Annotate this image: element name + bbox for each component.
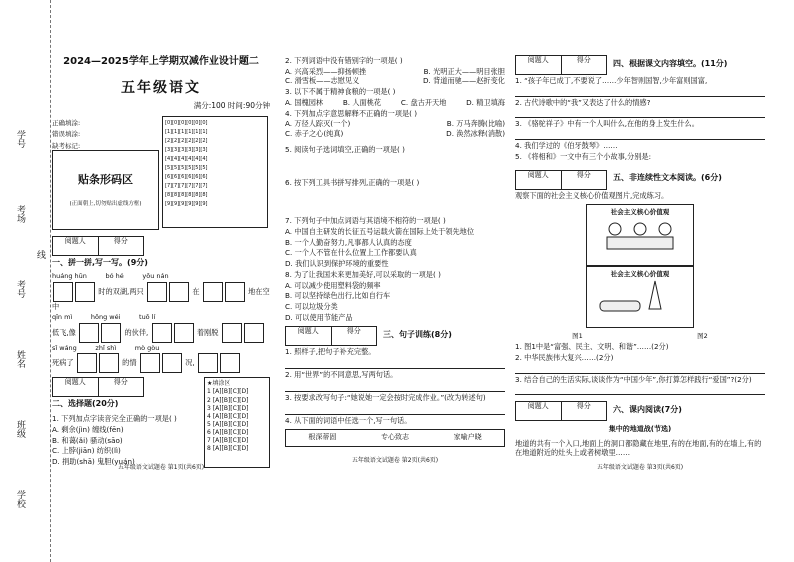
pinyin-item: sǐ wáng xyxy=(52,343,77,352)
character-box[interactable] xyxy=(99,353,119,373)
q8-option-c[interactable]: C. 可以垃圾分类 xyxy=(285,301,338,311)
exam-title: 2024—2025学年上学期双减作业设计题二 xyxy=(63,56,259,67)
figure-1: 社会主义核心价值观 xyxy=(586,204,694,266)
scorer-box-2: 阅题人 得分 xyxy=(52,377,144,397)
phrase-item: 专心致志 xyxy=(380,433,409,442)
writing-row-2: 低飞,像 的伙伴, 着刚脱 xyxy=(52,323,270,343)
pinyin-item: qīn mì xyxy=(52,312,73,321)
sentence-task-3: 3. 按要求改写句子:“她说她一定会按时完成作业。”(改为转述句) xyxy=(285,392,486,402)
section-4-title: 四、根据课文内容填空。(11分) xyxy=(613,58,728,68)
side-label-exam-room: 考场 xyxy=(15,205,25,223)
q4-option-d[interactable]: D. 涣然冰释(消散) xyxy=(446,129,505,139)
answer-card: ★填涂区 1 [A][B][C][D] 2 [A][B][C][D] 3 [A][B][C][D] 4 [A][B][C][D] 5 [A][B][C][D] 6 [A][B][C][D] 7 [A][B][C][D] 8 [A][B][C][D] xyxy=(204,377,270,467)
question-5: 5. 阅读句子选词填空,正确的一项是( ) xyxy=(285,144,405,154)
phrase-item: 根深蒂固 xyxy=(308,433,337,442)
answer-line[interactable] xyxy=(515,130,765,140)
q2-option-d[interactable]: D. 背道而驰——赵折变化 xyxy=(423,76,505,86)
pinyin-item: tuō lí xyxy=(139,312,156,321)
figure-2: 社会主义核心价值观 xyxy=(586,266,694,328)
scorer-box-5: 阅题人 得分 xyxy=(515,170,607,190)
character-box[interactable] xyxy=(203,282,223,302)
answer-line[interactable] xyxy=(285,358,505,369)
answer-line[interactable] xyxy=(515,87,765,97)
question-4: 4. 下列加点字意思解释不正确的一项是( ) xyxy=(285,108,418,118)
section-6-title: 六、课内阅读(7分) xyxy=(613,404,682,414)
barcode-heading: 贴条形码区 xyxy=(78,172,133,186)
character-box[interactable] xyxy=(75,282,95,302)
character-box[interactable] xyxy=(169,282,189,302)
fill-question-2: 2. 古代诗歌中的“我”又表达了什么的情感? xyxy=(515,97,651,107)
answer-line[interactable] xyxy=(285,381,505,392)
q7-option-b[interactable]: B. 一个人勤奋努力,凡事都人认真的态度 xyxy=(285,237,412,247)
subject-title: 五年级语文 xyxy=(121,79,201,96)
fill-question-4: 4. 我们学过的《伯牙鼓琴》…… xyxy=(515,141,618,151)
article-text: 地道的共有一个入口,地面上的洞口都隐藏在地里,有的在地面,有的在墙上,有的在地道附近的灶头上或者树墩里…… xyxy=(515,438,762,458)
score-label: 得分 xyxy=(113,236,128,245)
section-2-title: 二、选择题(20分) xyxy=(52,399,119,409)
pinyin-item: yōu nán xyxy=(142,272,169,281)
character-box[interactable] xyxy=(198,353,218,373)
column-1 xyxy=(52,55,270,480)
section-1-title: 一、拼一拼,写一写。(9分) xyxy=(52,257,148,267)
character-box[interactable] xyxy=(225,282,245,302)
character-box[interactable] xyxy=(162,353,182,373)
q8-option-a[interactable]: A. 可以减少使用塑料袋的频率 xyxy=(285,280,381,290)
q2-option-b[interactable]: B. 光明正大——明目张胆 xyxy=(423,66,505,76)
writing-row-3: 死病了 的情 况, xyxy=(52,353,270,373)
side-label-student-no: 学号 xyxy=(15,130,25,148)
footer-page-3: 五年级语文试题卷 第3页(共6页) xyxy=(596,464,684,472)
answer-line[interactable] xyxy=(515,364,765,374)
train-rocket-illustration-icon xyxy=(595,279,685,315)
reading-question-3: 3. 结合自己的生活实际,谈谈作为“中国少年”,你打算怎样践行“爱国”?(2分) xyxy=(515,374,752,384)
pinyin-row-2 xyxy=(52,313,270,322)
character-box[interactable] xyxy=(152,323,172,343)
footer-page-1: 五年级语文试题卷 第1页(共6页) xyxy=(117,463,205,471)
question-6: 6. 按下列工具书拼写排列,正确的一项是( ) xyxy=(285,178,420,188)
writing-row-1: 时的双湖,两只 在 地在空中 xyxy=(52,282,270,312)
fill-question-3: 3. 《骆驼祥子》中有一个人叫什么,在他的身上发生什么。 xyxy=(515,119,699,129)
question-7: 7. 下列句子中加点词语与其语境不相符的一项是( ) xyxy=(285,216,446,226)
scorer-box-4: 阅题人 得分 xyxy=(515,55,607,75)
q4-option-c[interactable]: C. 赤子之心(纯真) xyxy=(285,129,344,139)
answer-line[interactable] xyxy=(285,404,505,415)
fill-question-5: 5. 《将相和》一文中有三个小故事,分别是: xyxy=(515,151,652,161)
side-label-school: 学校 xyxy=(15,490,25,508)
scorer-label: 阅题人 xyxy=(53,237,99,255)
question-2: 2. 下列词语中没有错别字的一项是( ) xyxy=(285,56,403,65)
sentence-task-4: 4. 从下面的词语中任选一个,写一句话。 xyxy=(285,415,412,425)
sentence-task-2: 2. 用“世界”的不同意思,写两句话。 xyxy=(285,370,398,380)
figure-row xyxy=(515,204,765,328)
character-box[interactable] xyxy=(244,323,264,343)
section-5-title: 五、非连续性文本阅读。(6分) xyxy=(613,173,722,183)
reading-question-1: 1. 图1中是“富强、民主、文明、和谐”……(2分) xyxy=(515,342,669,352)
q3-option-c[interactable]: C. 盘古开天地 xyxy=(400,97,447,107)
character-box[interactable] xyxy=(77,353,97,373)
pinyin-item: hōng wéi xyxy=(90,312,121,321)
header-info-block xyxy=(52,116,270,236)
phrase-box xyxy=(285,429,505,446)
character-box[interactable] xyxy=(147,282,167,302)
wrong-fill-label: 错误填涂: xyxy=(52,130,81,139)
answer-line[interactable] xyxy=(515,108,765,118)
q3-option-a[interactable]: A. 国槐园林 xyxy=(285,97,324,107)
score-time-info: 满分:100 时间:90分钟 xyxy=(193,101,270,111)
scorer-box-6: 阅题人 得分 xyxy=(515,401,607,421)
column-2 xyxy=(285,55,505,465)
q3-option-b[interactable]: B. 人面桃花 xyxy=(342,97,382,107)
q2-option-a[interactable]: A. 兴高采烈——抑扬顿挫 xyxy=(285,66,367,76)
character-box[interactable] xyxy=(53,282,73,302)
character-box[interactable] xyxy=(140,353,160,373)
pinyin-item: bó hé xyxy=(105,272,124,281)
character-box[interactable] xyxy=(174,323,194,343)
character-box[interactable] xyxy=(101,323,121,343)
sentence-task-1: 1. 照样子,把句子补充完整。 xyxy=(285,347,376,357)
q1-option-d[interactable]: D. 捐助(shā) 鬼胆(yuán) xyxy=(52,457,135,466)
section-3-title: 三、句子训练(8分) xyxy=(383,329,452,339)
pinyin-row-1 xyxy=(52,272,270,281)
question-3: 3. 以下不属于精神食粮的一项是( ) xyxy=(285,87,396,97)
pinyin-item: huáng hūn xyxy=(52,272,87,281)
question-8: 8. 为了让我国未来更加美好,可以采取的一项是( ) xyxy=(285,269,441,279)
pinyin-item: zhǐ shì xyxy=(95,343,117,352)
barcode-area xyxy=(52,150,159,230)
q7-option-a[interactable]: A. 中国自主研发的长征五号运载火箭在国际上处于领先地位 xyxy=(285,226,475,236)
phrase-item: 家喻户晓 xyxy=(453,433,482,442)
side-label-class: 班级 xyxy=(15,420,25,438)
q3-option-d[interactable]: D. 精卫填海 xyxy=(466,97,505,107)
question-1: 1. 下列加点字读音完全正确的一项是( ) xyxy=(52,414,177,424)
answer-line[interactable] xyxy=(515,385,765,395)
q4-option-b[interactable]: B. 万马奔腾(比喻) xyxy=(446,119,505,129)
q7-option-c[interactable]: C. 一个人不管在什么位置上工作都要认真 xyxy=(285,248,417,258)
side-label-exam-no: 考号 xyxy=(15,280,25,298)
scorer-box-3: 阅题人 得分 xyxy=(285,326,377,346)
footer-page-2: 五年级语文试题卷 第2页(共6页) xyxy=(351,456,439,464)
figure-2-label: 图2 xyxy=(697,332,708,341)
scorer-box-1 xyxy=(52,236,144,256)
column-3 xyxy=(515,55,765,472)
character-box[interactable] xyxy=(220,353,240,373)
binding-strip xyxy=(0,0,51,562)
q7-option-d[interactable]: D. 我们认识到保护环境的重要性 xyxy=(285,259,389,269)
q8-option-d[interactable]: D. 可以使用节能产品 xyxy=(285,312,353,322)
barcode-note: (正面朝上,切勿贴出虚线方框) xyxy=(69,201,142,208)
q2-option-c[interactable]: C. 滑雪板——志慰见义 xyxy=(285,76,360,86)
q4-option-a[interactable]: A. 万径人踪灭(一个) xyxy=(285,119,351,129)
fill-question-1: 1. “孩子年已成丁,不要说了……少年智则国智,少年富则国富, xyxy=(515,76,708,85)
reading-question-2: 2. 中华民族伟大复兴……(2分) xyxy=(515,352,614,362)
side-seal-mark: 线 xyxy=(35,250,45,259)
character-box[interactable] xyxy=(79,323,99,343)
q1-option-b[interactable]: B. 和蔼(ǎi) 骚动(sāo) xyxy=(52,435,123,445)
q8-option-b[interactable]: B. 可以坚持绿色出行,比如自行车 xyxy=(285,291,391,301)
correct-fill-label: 正确填涂: xyxy=(52,118,81,127)
absent-mark-label: 缺考标记: xyxy=(52,142,81,151)
article-title: 集中的地道战(节选) xyxy=(608,425,672,434)
people-illustration-icon xyxy=(595,217,685,253)
q1-option-a[interactable]: A. 剩余(jìn) 缠线(fēn) xyxy=(52,424,124,434)
pinyin-row-3 xyxy=(52,344,270,353)
character-box[interactable] xyxy=(222,323,242,343)
q1-option-c[interactable]: C. 上脖(jiān) 纺织(lì) xyxy=(52,446,121,456)
side-label-name: 姓名 xyxy=(15,350,25,368)
section-5-instruction: 观察下面的社会主义核心价值观图片,完成练习。 xyxy=(515,190,669,200)
figure-1-label: 图1 xyxy=(572,332,583,341)
pinyin-item: mò gòu xyxy=(134,343,160,352)
exam-number-grid: [0][0][0][0][0][0] [1][1][1][1][1][1] [2][2][2][2][2][2] [3][3][3][3][3][3] [4][4][4][4][4][4] [5][5][5][5][5][5] [6][6][6][6][6][6] [7][7][7][7][7][7] [8][8][8][8][8][8] [9][9][9][9][9][9] xyxy=(162,116,268,228)
